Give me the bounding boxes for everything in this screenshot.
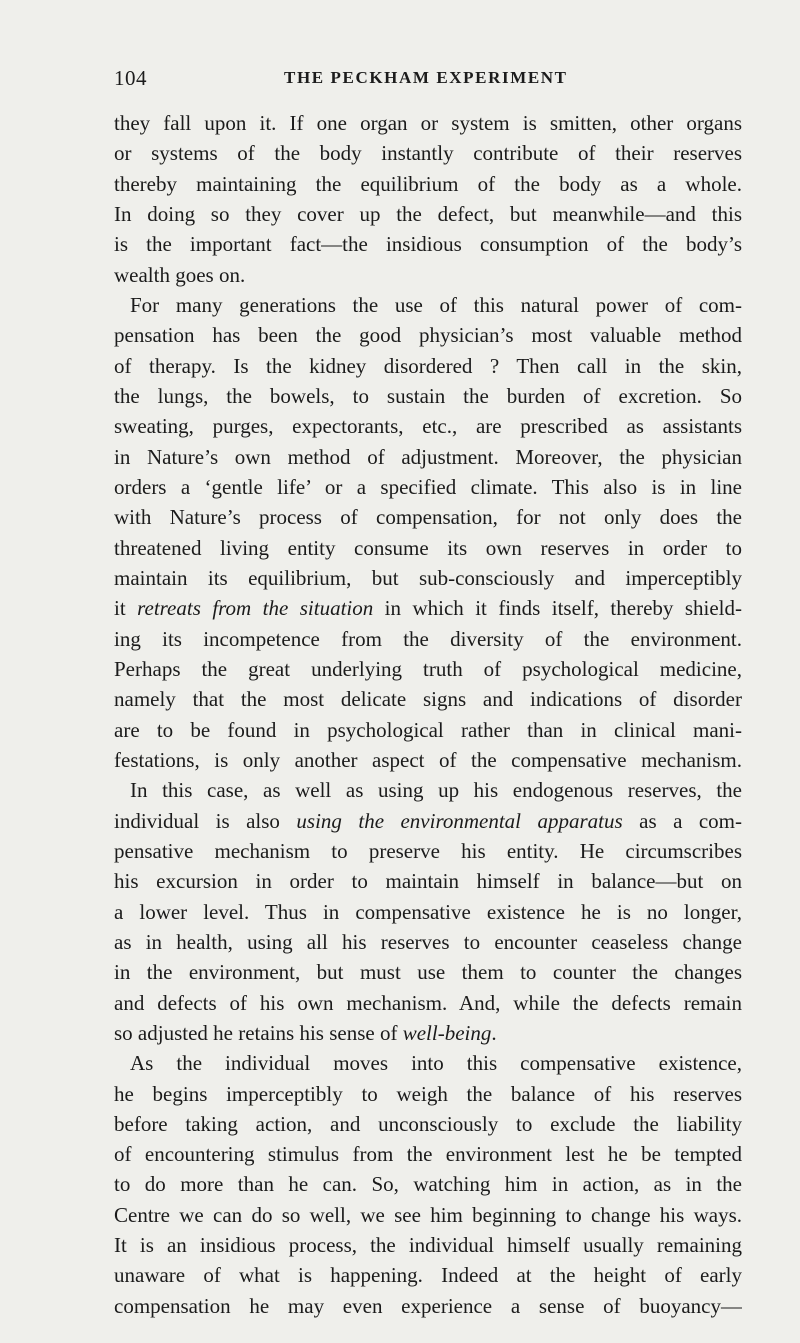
- text-line: is the important fact—the insidious consumption of the body’s: [114, 232, 742, 257]
- text-line: [114, 1018, 742, 1048]
- text-line: [114, 593, 742, 623]
- text-line: in Nature’s own method of adjustment. Moreover, the physician: [114, 444, 742, 469]
- text-line: unaware of what is happening. Indeed at the height of early: [114, 1263, 742, 1288]
- page-number: 104: [114, 66, 147, 90]
- text-line: maintain its equilibrium, but sub-consciously and imperceptibly: [114, 565, 742, 590]
- italic-emphasis: retreats from the situation: [137, 596, 374, 621]
- text-line: the lungs, the bowels, to sustain the burden of excretion. So: [114, 383, 742, 408]
- text-line: sweating, purges, expectorants, etc., are prescribed as assistants: [114, 414, 742, 439]
- text-line: he begins imperceptibly to weigh the balance of his reserves: [114, 1081, 742, 1106]
- text-line: in the environment, but must use them to counter the changes: [114, 960, 742, 985]
- text-line: In this case, as well as using up his endogenous reserves, the: [130, 778, 742, 803]
- text-line: of encountering stimulus from the environment lest he be tempted: [114, 1142, 742, 1167]
- text-line: a lower level. Thus in compensative existence he is no longer,: [114, 899, 742, 924]
- text-run: individual is also: [114, 808, 297, 833]
- text-line: or systems of the body instantly contribute of their reserves: [114, 141, 742, 166]
- text-line: namely that the most delicate signs and indications of disorder: [114, 687, 742, 712]
- text-line: and defects of his own mechanism. And, while the defects remain: [114, 990, 742, 1015]
- text-line: to do more than he can. So, watching him in action, as in the: [114, 1172, 742, 1197]
- text-run: so adjusted he retains his sense of: [114, 1020, 403, 1045]
- text-run: .: [491, 1020, 497, 1045]
- text-line: Perhaps the great underlying truth of psychological medicine,: [114, 656, 742, 681]
- text-line: pensative mechanism to preserve his entity. He circumscribes: [114, 838, 742, 863]
- text-line: It is an insidious process, the individual himself usually remaining: [114, 1233, 742, 1258]
- text-line: compensation he may even experience a sense of buoyancy—: [114, 1293, 742, 1318]
- text-line: as in health, using all his reserves to encounter ceaseless change: [114, 929, 742, 954]
- text-line: As the individual moves into this compensative existence,: [130, 1051, 742, 1076]
- text-line: are to be found in psychological rather than in clinical mani-: [114, 717, 742, 742]
- text-line: before taking action, and unconsciously to exclude the liability: [114, 1111, 742, 1136]
- text-line: Centre we can do so well, we see him beginning to change his ways.: [114, 1202, 742, 1227]
- text-line: [114, 806, 742, 836]
- text-run: in which it finds itself, thereby shield-: [373, 596, 742, 621]
- text-line: In doing so they cover up the defect, but meanwhile—and this: [114, 201, 742, 226]
- text-line: they fall upon it. If one organ or system is smitten, other organs: [114, 111, 742, 135]
- page-header: [114, 66, 739, 96]
- text-line: wealth goes on.: [114, 262, 246, 287]
- italic-emphasis: using the environmental apparatus: [296, 808, 623, 833]
- text-line: with Nature’s process of compensation, for not only does the: [114, 505, 742, 530]
- running-title: THE PECKHAM EXPERIMENT: [284, 68, 568, 87]
- text-line: thereby maintaining the equilibrium of the body as a whole.: [114, 171, 742, 196]
- text-line: orders a ‘gentle life’ or a specified climate. This also is in line: [114, 474, 742, 499]
- text-line: ing its incompetence from the diversity of the environment.: [114, 626, 742, 651]
- text-line: pensation has been the good physician’s most valuable method: [114, 323, 742, 348]
- text-line: threatened living entity consume its own reserves in order to: [114, 535, 742, 560]
- text-line: his excursion in order to maintain himself in balance—but on: [114, 869, 742, 894]
- text-line: festations, is only another aspect of the compensative mechanism.: [114, 747, 742, 772]
- text-line: For many generations the use of this natural power of com-: [130, 292, 742, 317]
- text-run: it: [114, 596, 138, 621]
- text-line: of therapy. Is the kidney disordered ? Then call in the skin,: [114, 353, 742, 378]
- text-run: as a com-: [622, 808, 742, 833]
- italic-emphasis: well-being: [402, 1020, 492, 1045]
- body-text: [114, 108, 742, 1321]
